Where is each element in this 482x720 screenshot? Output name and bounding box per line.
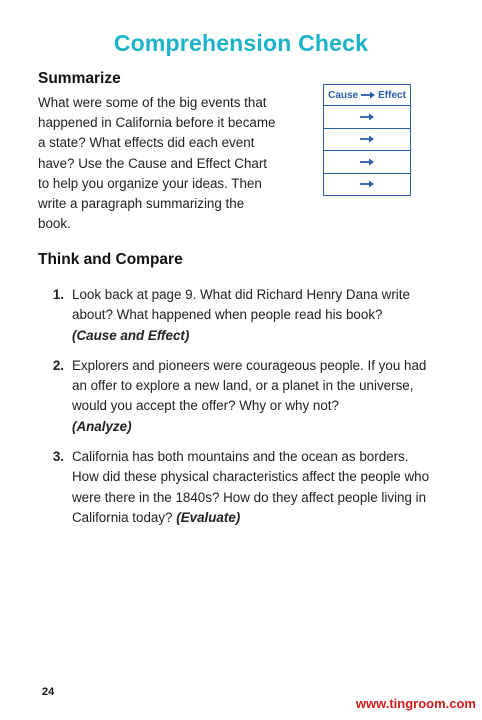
cause-effect-chart	[323, 84, 411, 196]
question-list	[38, 285, 438, 538]
question-text: California has both mountains and the ocean as borders. How did these physical characteristics affect the people who were there in the 1840s? How do they affect people living in California today? (Evaluate)	[72, 449, 430, 525]
page-title: Comprehension Check	[113, 30, 369, 56]
chart-row	[324, 151, 410, 174]
question-skill-tag: (Analyze)	[72, 418, 132, 434]
question-text: Look back at page 9. What did Richard Henry Dana write about? What happened when people read his book? (Cause and Effect)	[72, 287, 410, 343]
question-item	[38, 447, 438, 528]
chart-row	[324, 129, 410, 152]
arrow-right-icon	[360, 180, 374, 188]
watermark: www.tingroom.com	[355, 696, 476, 711]
chart-row	[324, 174, 410, 196]
arrow-right-icon	[360, 158, 374, 166]
question-item	[38, 285, 438, 346]
question-number: 1.	[52, 287, 64, 302]
cause-label: Cause	[328, 89, 359, 101]
question-text: Explorers and pioneers were courageous people. If you had an offer to explore a new land, or a planet in the universe, would you accept the offer? Why or why not? (Analyze)	[72, 357, 427, 434]
summarize-heading: Summarize	[38, 70, 121, 87]
arrow-right-icon	[360, 113, 374, 121]
question-skill-tag: (Evaluate)	[176, 509, 241, 525]
think-compare-heading: Think and Compare	[38, 251, 183, 268]
chart-row	[324, 106, 410, 129]
arrow-right-icon	[360, 135, 374, 143]
arrow-right-icon	[361, 91, 375, 99]
effect-label: Effect	[378, 89, 406, 101]
question-number: 2.	[52, 357, 64, 373]
question-skill-tag: (Cause and Effect)	[72, 327, 190, 343]
question-item	[38, 356, 438, 437]
question-number: 3.	[52, 449, 64, 465]
summarize-text: What were some of the big events that happened in California before it became a state? What effects did each event have? Use the Cause and Effect Chart to help you organize your ideas. Then write a paragraph summarizing the book.	[38, 95, 276, 232]
page-number: 24	[42, 686, 55, 698]
chart-header	[324, 85, 410, 106]
